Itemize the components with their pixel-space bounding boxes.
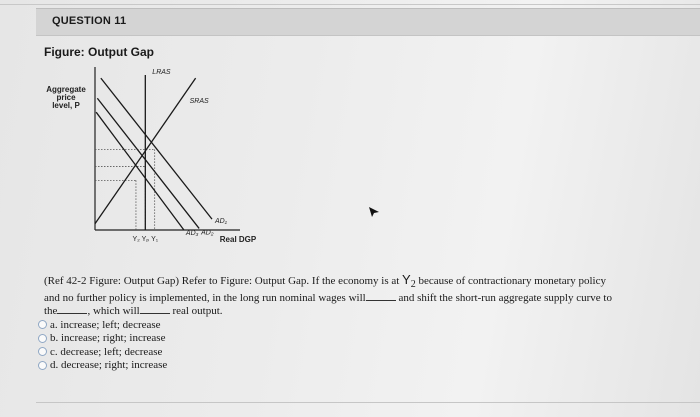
label-ad2: AD₂ xyxy=(201,229,214,237)
radio-d[interactable] xyxy=(38,361,47,370)
figure-title: Figure: Output Gap xyxy=(44,45,154,59)
question-line3-b: , which will xyxy=(87,305,140,318)
label-ad1: AD₁ xyxy=(215,218,227,226)
radio-b[interactable] xyxy=(38,334,47,343)
question-line1-a: (Ref 42-2 Figure: Output Gap) Refer to Figure: Output Gap. If the economy is at xyxy=(44,275,403,287)
label-ad3: AD₃ xyxy=(185,230,199,237)
option-c-label: c. decrease; left; decrease xyxy=(50,345,163,358)
question-line1-b: because of contractionary monetary policy xyxy=(415,275,607,287)
question-line3-c: real output. xyxy=(169,305,223,318)
option-a[interactable] xyxy=(38,318,167,332)
bottom-divider xyxy=(36,402,700,403)
option-d[interactable] xyxy=(38,359,167,373)
answer-blank-2 xyxy=(57,304,87,314)
option-d-label: d. decrease; right; increase xyxy=(50,359,168,372)
option-c[interactable] xyxy=(38,345,167,359)
y-symbol: Y xyxy=(402,272,411,287)
curve-ad2 xyxy=(97,98,199,228)
option-a-label: a. increase; left; decrease xyxy=(50,318,161,331)
label-lras: LRAS xyxy=(152,69,171,76)
question-text xyxy=(44,274,684,317)
plot-area xyxy=(46,67,257,244)
question-line2-a: and no further policy is implemented, in the long run nominal wages will xyxy=(44,292,366,305)
answer-blank-3 xyxy=(140,304,170,314)
radio-c[interactable] xyxy=(38,347,47,356)
y-axis-label-line-1: Aggregate xyxy=(46,85,86,94)
answer-options xyxy=(38,318,167,372)
question-line3-a: the xyxy=(44,305,58,318)
y-subscript: 2 xyxy=(410,279,416,291)
question-number: QUESTION 11 xyxy=(52,15,127,27)
radio-a[interactable] xyxy=(38,320,47,329)
curve-ad3 xyxy=(96,112,184,230)
answer-blank-1 xyxy=(366,291,396,301)
x-axis-label: Real DGP xyxy=(219,235,257,244)
mouse-cursor-icon xyxy=(368,206,380,218)
question-line2-b: and shift the short-run aggregate supply curve to xyxy=(395,292,612,305)
y-axis-label-line-3: level, P xyxy=(52,101,80,110)
option-b[interactable] xyxy=(38,332,167,346)
x-tick-labels: Y₂ Yₚ Y₁ xyxy=(132,236,159,243)
y-axis-label-line-2: price xyxy=(56,93,76,102)
label-sras: SRAS xyxy=(189,98,209,106)
option-b-label: b. increase; right; increase xyxy=(50,332,166,345)
